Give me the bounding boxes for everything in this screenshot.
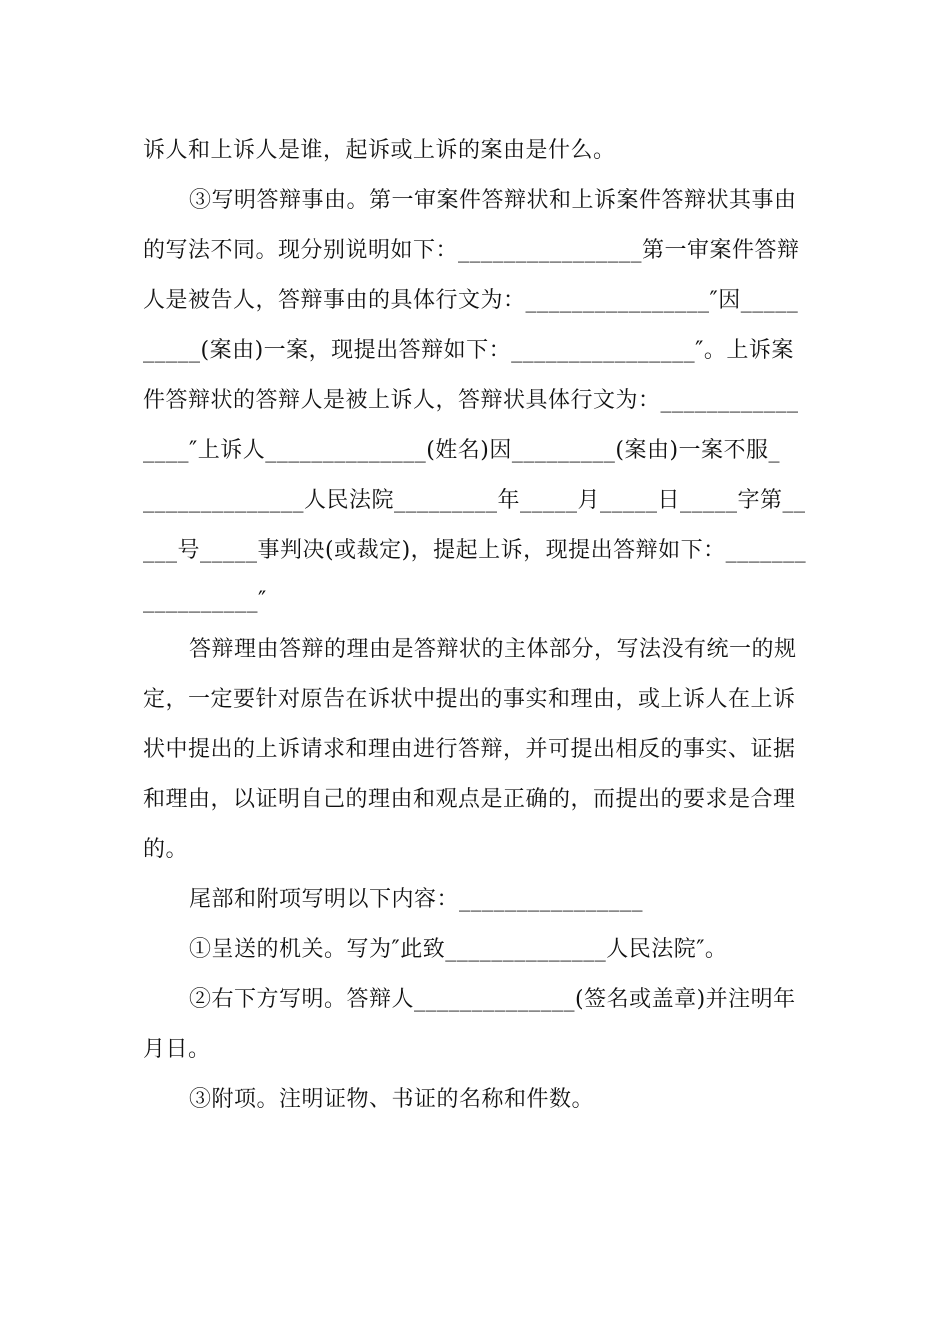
text-line: 定，一定要针对原告在诉状中提出的事实和理由，或上诉人在上诉: [143, 687, 796, 712]
text-line: ③写明答辩事由。第一审案件答辩状和上诉案件答辩状其事由: [189, 188, 797, 213]
text-line: 状中提出的上诉请求和理由进行答辩，并可提出相反的事实、证据: [143, 737, 796, 762]
text-line: 和理由，以证明自己的理由和观点是正确的，而提出的要求是合理: [143, 787, 796, 812]
text-line: 件答辩状的答辩人是被上诉人，答辩状具体行文为：____________: [143, 388, 799, 413]
text-line: ___号_____事判决(或裁定)，提起上诉，现提出答辩如下：_______: [143, 538, 807, 563]
text-line: ②右下方写明。答辩人______________(签名或盖章)并注明年: [189, 987, 796, 1012]
text-line: 诉人和上诉人是谁，起诉或上诉的案由是什么。: [143, 138, 616, 163]
text-line: __________″: [143, 588, 267, 613]
text-line: ①呈送的机关。写为″此致______________人民法院″。: [189, 937, 728, 962]
text-line: ____″上诉人______________(姓名)因_________(案由)一案不服_: [143, 438, 781, 463]
text-line: 的。: [143, 837, 189, 862]
text-line: _____(案由)一案，现提出答辩如下：________________″。上诉案: [143, 338, 794, 363]
text-line: 答辩理由答辩的理由是答辩状的主体部分，写法没有统一的规: [189, 637, 797, 662]
text-line: 月日。: [143, 1037, 211, 1062]
text-line: 的写法不同。现分别说明如下：________________第一审案件答辩: [143, 238, 800, 263]
text-line: 人是被告人，答辩事由的具体行文为：________________″因_____: [143, 288, 799, 313]
text-line: ③附项。注明证物、书证的名称和件数。: [189, 1087, 595, 1112]
text-line: ______________人民法院_________年_____月_____日_____字第__: [143, 488, 806, 513]
text-line: 尾部和附项写明以下内容：________________: [189, 887, 644, 912]
